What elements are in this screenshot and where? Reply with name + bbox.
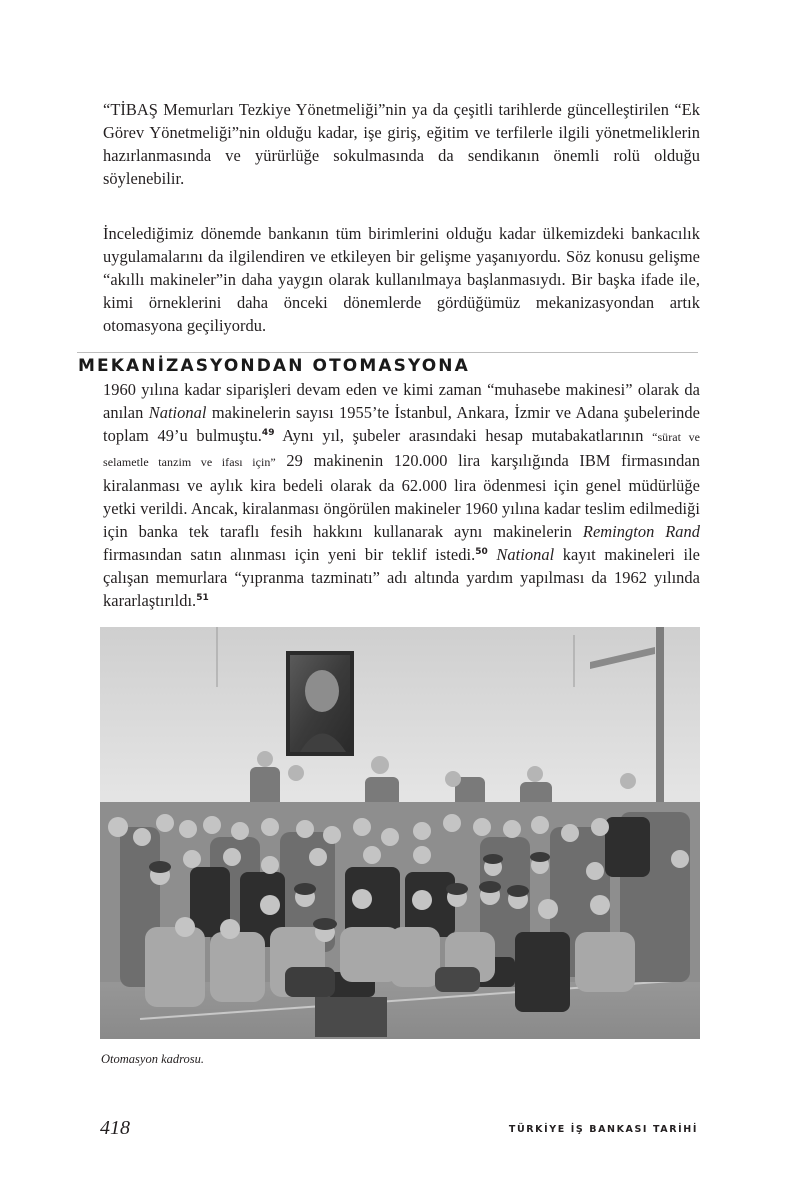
- body-text: makinelerin sayısı 1955’te İstanbul, Ankara, İzmir ve Adana şubelerinde toplam 49’u bulmuştu.: [103, 403, 700, 445]
- footnote-ref[interactable]: 51: [196, 593, 209, 603]
- body-text: 1960 yılına kadar siparişleri devam eden ve kimi zaman “muhasebe makinesi” olarak da anılan: [103, 380, 700, 422]
- quoted-text: “sürat ve selametle tanzim ve ifası için”: [103, 430, 700, 469]
- body-text: 29 makinenin 120.000 lira karşılığında IBM firmasından kiralanması ve aylık kira bedeli olarak da 62.000 lira ödenmesi için genel müdürlüğe yetki verildi. Ancak, kiralanması öngörülen makineler 1960 yılına kadar teslim edilmediği için banka tek taraflı fesih hakkını kullanarak aynı makinelerin: [103, 451, 700, 541]
- paragraph-tibas-regulations: “TİBAŞ Memurları Tezkiye Yönetmeliği”nin ya da çeşitli tarihlerde güncelleştirilen “Ek Görev Yönetmeliği”nin olduğu kadar, işe giriş, eğitim ve terfilerle ilgili yönetmeliklerin hazırlanmasında ve yürürlüğe sokulmasında da sendikanın önemli rolü olduğu söylenebilir.: [103, 100, 700, 188]
- figure-caption: Otomasyon kadrosu.: [101, 1052, 205, 1066]
- body-text: Aynı yıl, şubeler arasındaki hesap mutabakatlarının: [274, 426, 653, 445]
- page-number: 418: [100, 1117, 130, 1139]
- section-heading: MEKANİZASYONDAN OTOMASYONA: [78, 356, 470, 376]
- body-text: kayıt makineleri ile çalışan memurlara “yıpranma tazminatı” adı altında yardım yapılması da 1962 yılında kararlaştırıldı.: [103, 545, 700, 610]
- footnote-ref[interactable]: 49: [261, 428, 275, 438]
- paragraph-mechanization: [103, 378, 700, 612]
- footnote-ref[interactable]: 50: [475, 547, 488, 557]
- running-footer-title: TÜRKİYE İŞ BANKASI TARİHİ: [508, 1124, 698, 1135]
- section-divider: [77, 352, 698, 353]
- italic-term: Remington Rand: [582, 522, 700, 541]
- body-text: firmasından satın alınması için yeni bir teklif istedi.: [103, 545, 476, 564]
- italic-term: National: [148, 403, 207, 422]
- group-photo: [100, 627, 700, 1039]
- paragraph-smart-machines: İncelediğimiz dönemde bankanın tüm birimlerini olduğu kadar ülkemizdeki bankacılık uygulamalarını da ilgilendiren ve etkileyen bir gelişme yaşanıyordu. Söz konusu gelişme “akıllı makineler”in daha yaygın olarak kullanılmaya başlanmasıydı. Bir başka ifade ile, kimi örneklerini daha önceki dönemlerde gördüğümüz mekanizasyondan artık otomasyona geçiliyordu.: [103, 224, 700, 335]
- italic-term: National: [496, 545, 555, 564]
